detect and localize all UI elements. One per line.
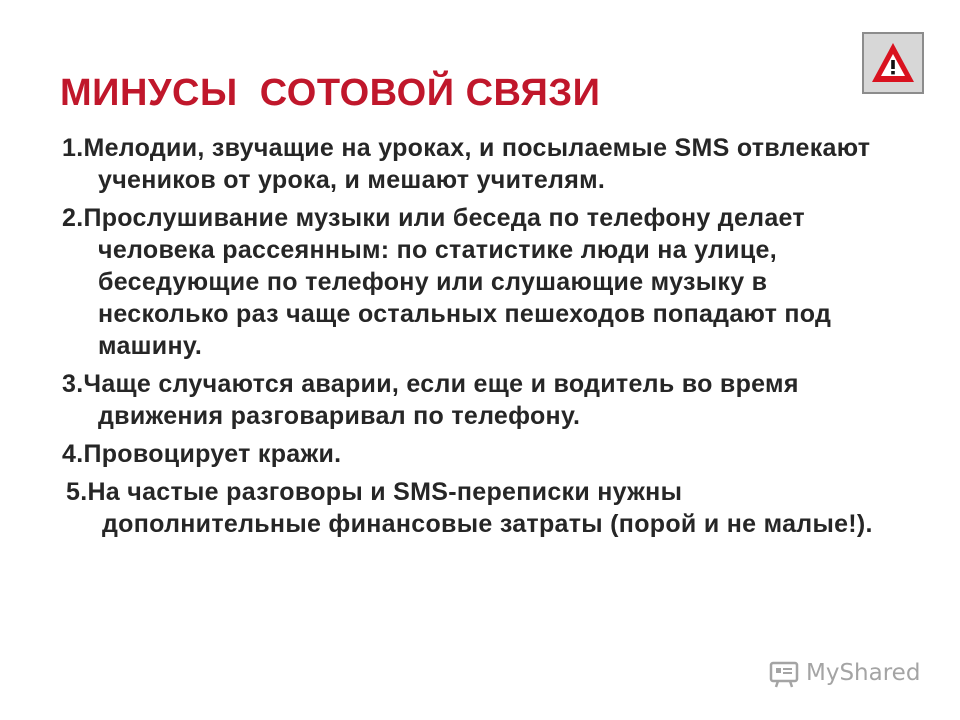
- list-item: 4.Провоцирует кражи.: [62, 440, 342, 468]
- warning-triangle-icon: [869, 39, 917, 87]
- list-item: 1.Мелодии, звучащие на уроках, и посылаемые SMS отвлекают учеников от урока, и мешают учителям.: [62, 134, 871, 194]
- watermark: [768, 655, 920, 691]
- items-list: [62, 132, 902, 546]
- watermark-text: MyShared: [806, 660, 921, 686]
- slide-title: МИНУСЫ СОТОВОЙ СВЯЗИ: [60, 72, 601, 114]
- list-item: 2.Прослушивание музыки или беседа по телефону делает человека рассеянным: по статистике люди на улице, беседующие по телефону или слушающие музыку в несколько раз чаще остальных пешеходов попадают под машину.: [62, 204, 832, 360]
- myshared-logo-icon: [768, 657, 800, 689]
- list-item: 3.Чаще случаются аварии, если еще и водитель во время движения разговаривал по телефону.: [62, 370, 799, 430]
- list-item: 5.На частые разговоры и SMS-переписки нужны дополнительные финансовые затраты (порой и не малые!).: [66, 478, 873, 538]
- warning-button[interactable]: [862, 32, 924, 94]
